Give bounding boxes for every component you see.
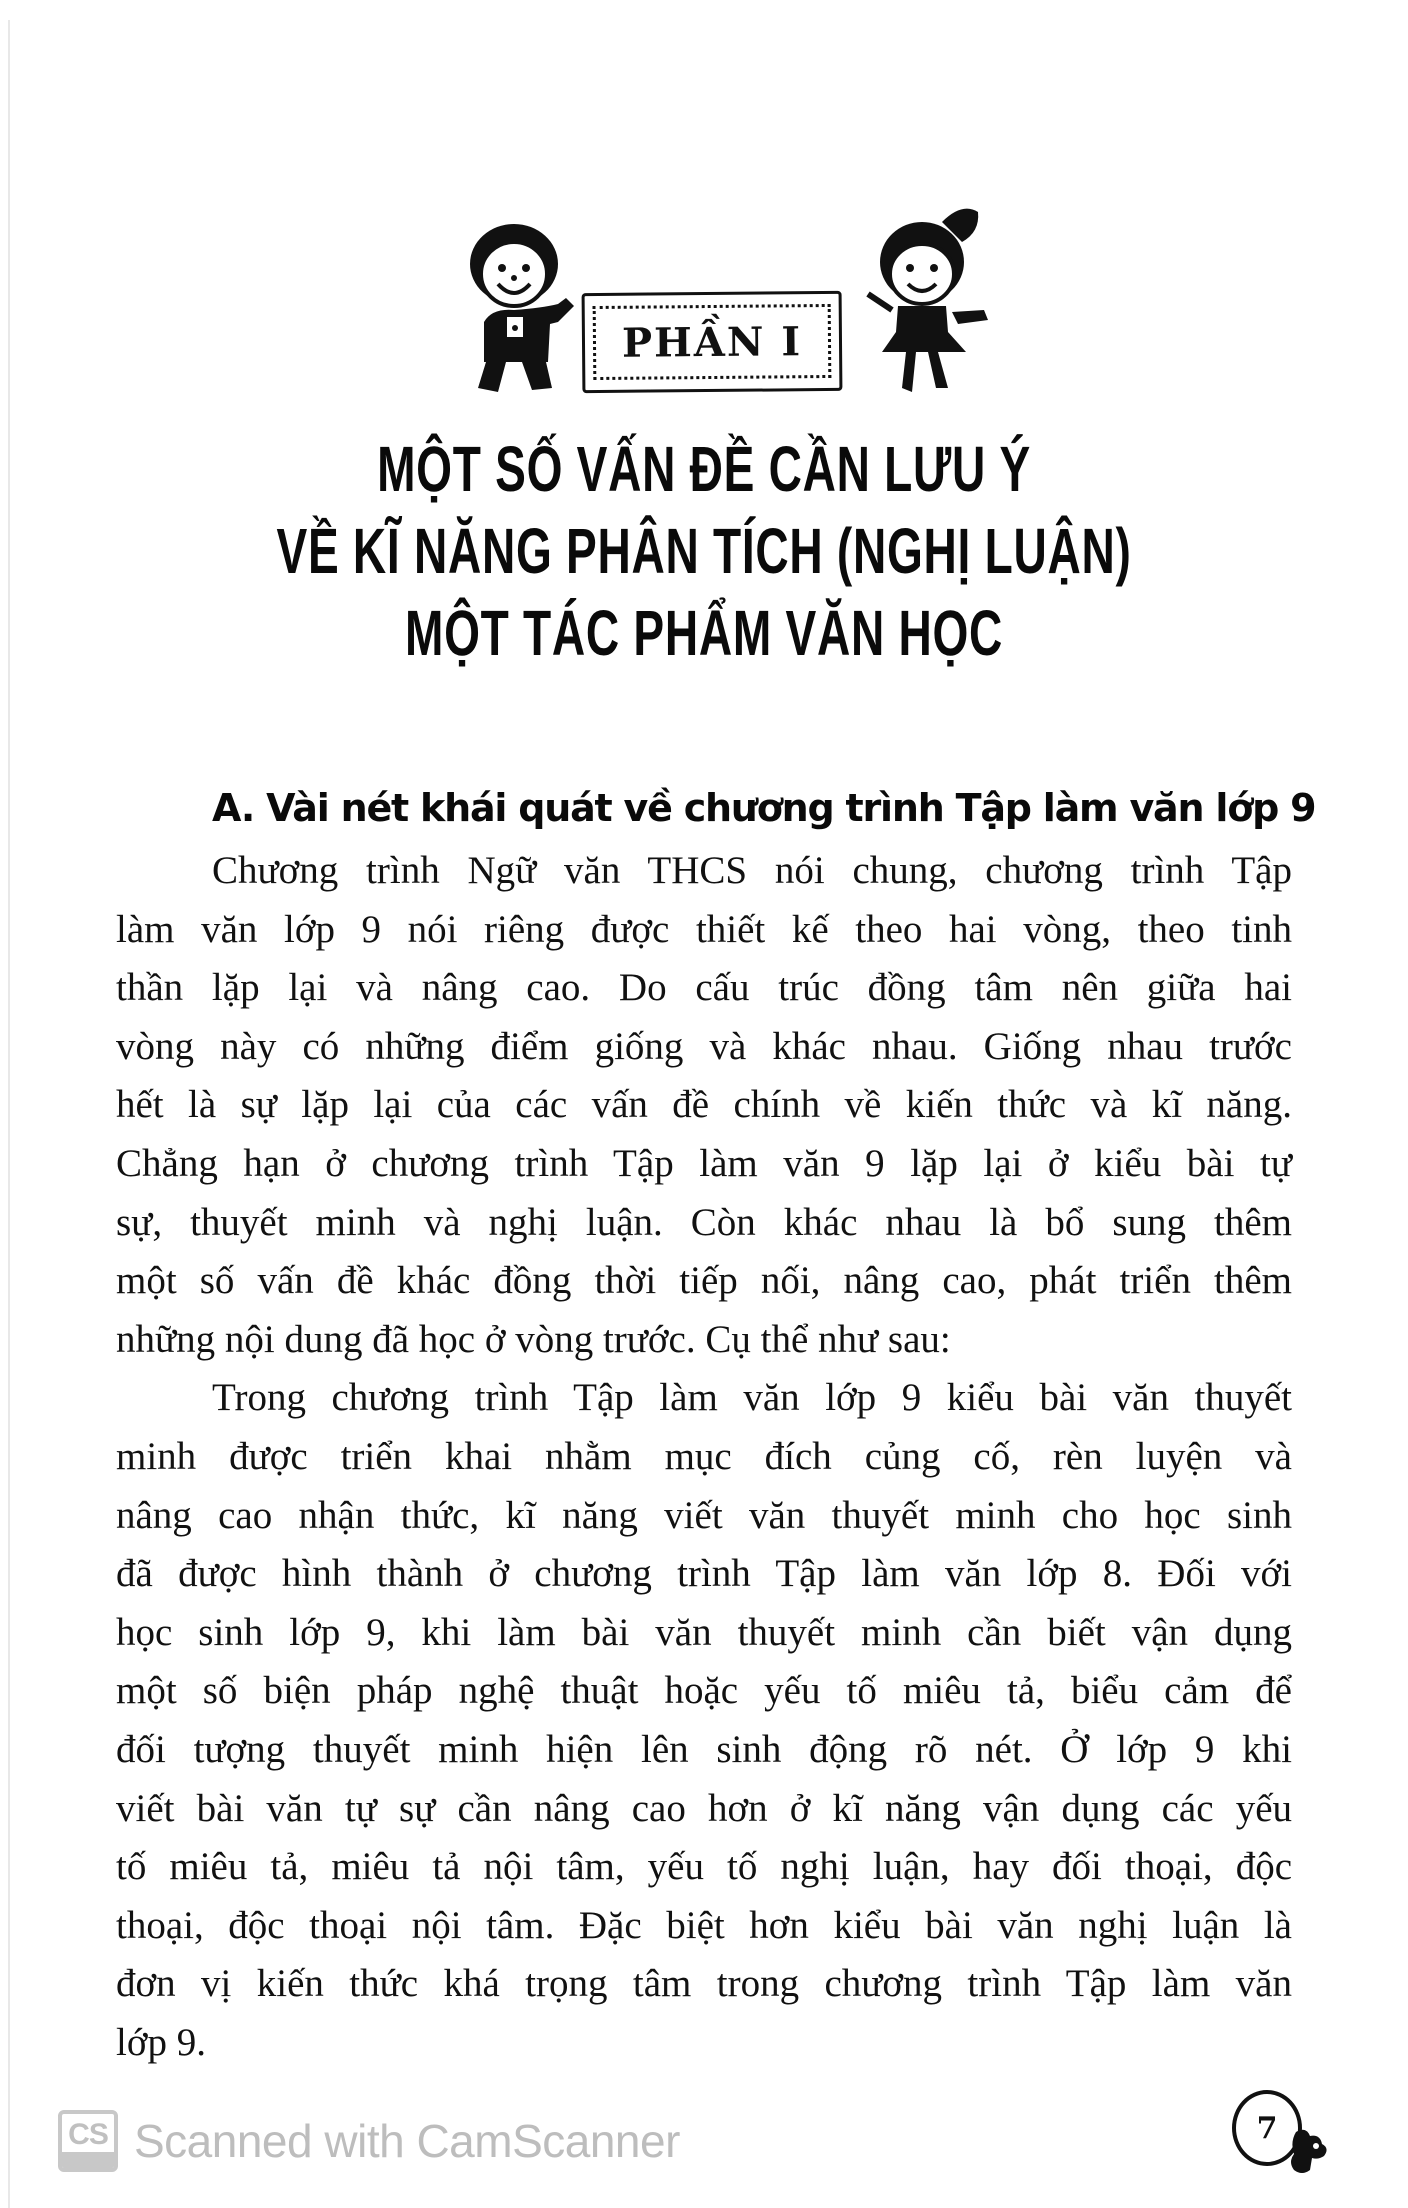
paragraph-2 bbox=[116, 1369, 1292, 2072]
text-line: tố miêu tả, miêu tả nội tâm, yếu tố nghị luận, hay đối thoại, độc bbox=[116, 1845, 1292, 1889]
part-banner-illustration bbox=[462, 212, 1002, 402]
text-line: nâng cao nhận thức, kĩ năng viết văn thuyết minh cho học sinh bbox=[116, 1493, 1292, 1537]
text-line: Chẳng hạn ở chương trình Tập làm văn 9 lặp lại ở kiểu bài tự bbox=[116, 1141, 1292, 1185]
text-line: học sinh lớp 9, khi làm bài văn thuyết minh cần biết vận dụng bbox=[116, 1610, 1292, 1654]
text-line: Chương trình Ngữ văn THCS nói chung, chương trình Tập bbox=[212, 849, 1292, 892]
text-line: những nội dung đã học ở vòng trước. Cụ thể như sau: bbox=[116, 1317, 951, 1361]
watermark-text: Scanned with CamScanner bbox=[134, 2115, 680, 2167]
scan-edge-line bbox=[8, 20, 10, 2208]
paragraph-1 bbox=[116, 842, 1292, 1369]
text-line: lớp 9. bbox=[116, 2020, 206, 2064]
text-line: một số biện pháp nghệ thuật hoặc yếu tố miêu tả, biểu cảm để bbox=[116, 1669, 1292, 1713]
chapter-title-line-1: MỘT SỐ VẤN ĐỀ CẦN LƯU Ý bbox=[377, 433, 1031, 505]
text-line: vòng này có những điểm giống và khác nhau. Giống nhau trước bbox=[116, 1024, 1292, 1068]
text-line: thoại, độc thoại nội tâm. Đặc biệt hơn kiểu bài văn nghị luận là bbox=[116, 1903, 1292, 1947]
text-line: đối tượng thuyết minh hiện lên sinh động rõ nét. Ở lớp 9 khi bbox=[116, 1727, 1292, 1771]
chapter-title-line-3: MỘT TÁC PHẨM VĂN HỌC bbox=[404, 597, 1004, 669]
camscanner-logo-icon: CS bbox=[58, 2110, 118, 2172]
banner-dotted-frame bbox=[593, 304, 832, 380]
text-line: viết bài văn tự sự cần nâng cao hơn ở kĩ năng vận dụng các yếu bbox=[116, 1786, 1292, 1830]
text-line: sự, thuyết minh và nghị luận. Còn khác nhau là bổ sung thêm bbox=[116, 1200, 1292, 1244]
text-line: hết là sự lặp lại của các vấn đề chính về kiến thức và kĩ năng. bbox=[116, 1083, 1292, 1127]
camscanner-watermark bbox=[58, 2110, 680, 2172]
chapter-title bbox=[197, 428, 1211, 674]
text-line: thần lặp lại và nâng cao. Do cấu trúc đồng tâm nên giữa hai bbox=[116, 966, 1292, 1010]
page-number: 7 bbox=[1256, 2110, 1278, 2146]
text-line: làm văn lớp 9 nói riêng được thiết kế theo hai vòng, theo tinh bbox=[116, 907, 1292, 951]
section-heading: A. Vài nét khái quát về chương trình Tập làm văn lớp 9 bbox=[212, 786, 1316, 830]
text-line: đã được hình thành ở chương trình Tập làm văn lớp 8. Đối với bbox=[116, 1552, 1292, 1596]
body-text bbox=[116, 842, 1292, 2072]
girl-cartoon-icon bbox=[862, 202, 1002, 397]
page-number-badge bbox=[1232, 2090, 1304, 2166]
mouse-ornament-icon bbox=[1288, 2126, 1332, 2176]
chapter-title-line-2: VỀ KĨ NĂNG PHÂN TÍCH (NGHỊ LUẬN) bbox=[276, 515, 1132, 587]
text-line: một số vấn đề khác đồng thời tiếp nối, nâng cao, phát triển thêm bbox=[116, 1259, 1292, 1303]
part-label: PHẦN I bbox=[621, 317, 803, 367]
text-line: minh được triển khai nhằm mục đích củng cố, rèn luyện và bbox=[116, 1434, 1292, 1478]
text-line: Trong chương trình Tập làm văn lớp 9 kiểu bài văn thuyết bbox=[212, 1376, 1292, 1420]
part-banner bbox=[582, 291, 843, 393]
text-line: đơn vị kiến thức khá trọng tâm trong chương trình Tập làm văn bbox=[116, 1962, 1292, 2006]
boy-cartoon-icon bbox=[462, 212, 582, 397]
